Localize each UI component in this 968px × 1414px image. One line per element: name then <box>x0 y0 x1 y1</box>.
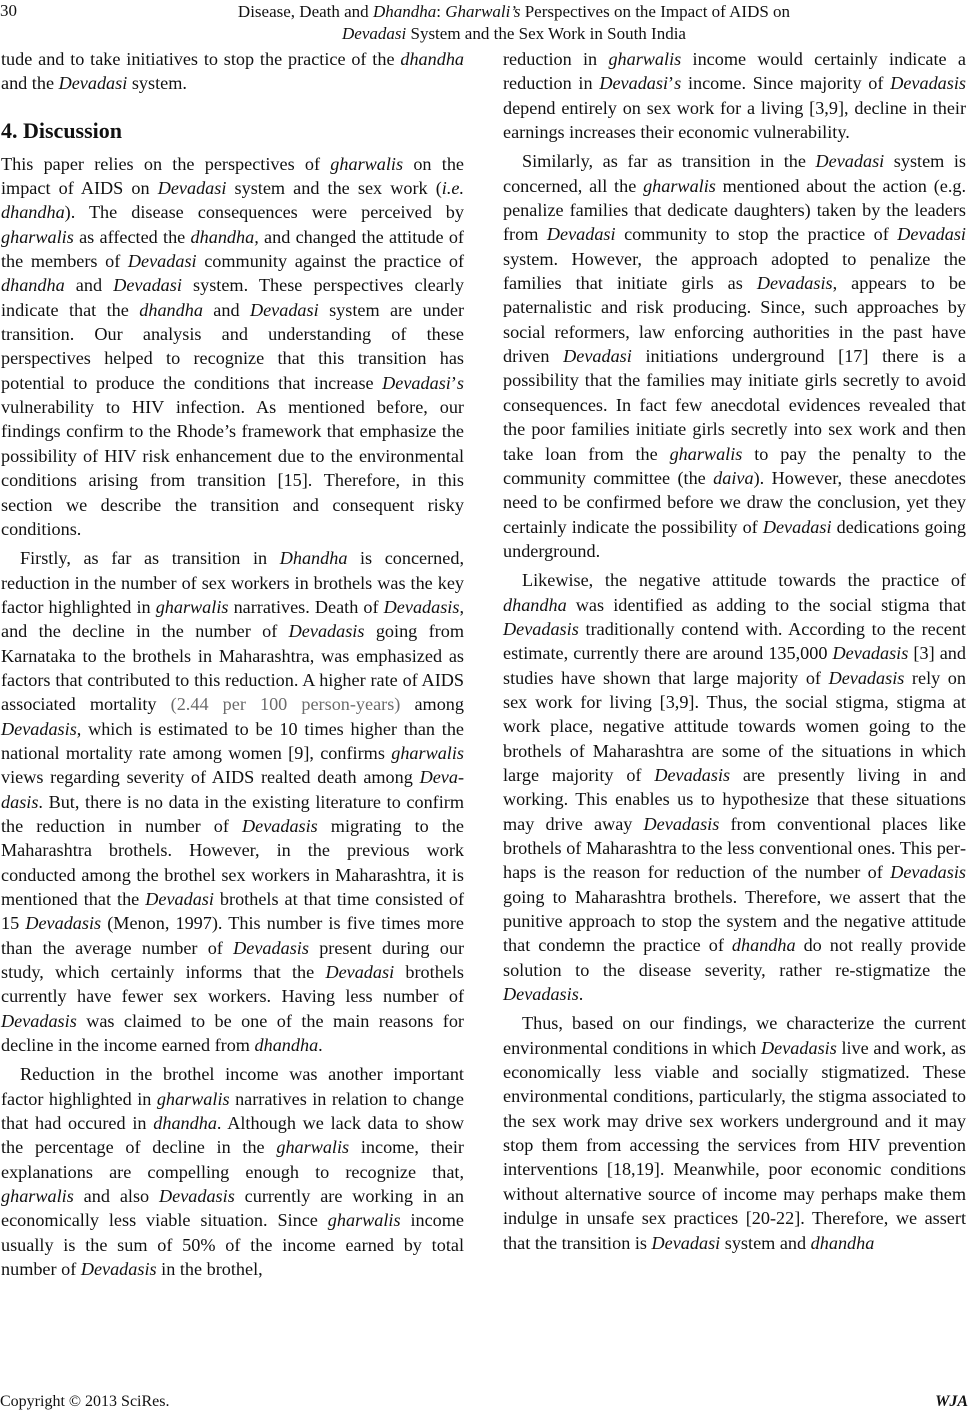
text-run: to pay the penalty to the community committee (the <box>503 443 966 488</box>
italic-term: Devadasis <box>503 618 579 639</box>
italic-term: Devadasis <box>761 1037 837 1058</box>
italic-term: Devadasi <box>815 151 885 172</box>
italic-term: dhandha <box>254 1035 319 1056</box>
italic-term: dhandha <box>153 1113 217 1134</box>
text-run: . <box>318 1035 323 1056</box>
text-run: (Menon, 1997). This number is five times more than the average number of <box>1 913 465 958</box>
text-run: going to Maharashtra brothels. Therefore, we assert that the punitive approach to stop the system and the negative attitude that condemn the practice of <box>503 886 966 956</box>
italic-term: s <box>674 73 682 94</box>
paragraph <box>1 546 464 1057</box>
paragraph <box>503 1011 966 1254</box>
text-run: views regarding severity of AIDS realted death among <box>1 767 420 788</box>
text-run: ). The disease consequences were perceived by <box>64 202 464 223</box>
text-run: was identified as adding to the social stigma that <box>566 594 966 615</box>
italic-term: Devadasis <box>25 913 102 934</box>
text-run: . But, there is no data in the existing literature to confirm the reduction in number of <box>1 791 464 836</box>
text-run: was claimed to be one of the main reasons for decline in the income earned from <box>1 1010 464 1056</box>
text-run: narratives in relation to change that had occured in <box>1 1088 464 1134</box>
text-run: community to stop the practice of <box>615 224 898 245</box>
italic-term: Devadasis <box>1 718 77 739</box>
italic-term: Devadasi <box>58 73 128 94</box>
text-run: reduction in <box>503 49 609 69</box>
italic-term: Devadasis <box>832 643 909 664</box>
italic-term: gharwalis <box>155 596 229 617</box>
text-run: dedications going underground. <box>503 516 966 561</box>
text-run: system. <box>127 73 187 94</box>
italic-term: Devadasi <box>342 24 407 43</box>
section-heading: 4. Discussion <box>1 117 123 143</box>
paragraph <box>1 1062 464 1281</box>
text-run: system and the sex work ( <box>226 178 442 199</box>
paragraph <box>503 568 966 1006</box>
text-run: Perspectives on the Impact of AIDS on <box>520 2 791 21</box>
paragraph <box>1 152 464 542</box>
italic-term: Devadasi <box>897 224 966 245</box>
text-run: and also <box>73 1186 159 1207</box>
text-run: income. Since majority of <box>681 73 891 94</box>
text-run: Firstly, as far as transition in <box>20 548 280 569</box>
continued-paragraph <box>503 47 966 144</box>
text-run: is concerned, reduction in the number of sex workers in brothels was the key factor highlighted in <box>1 548 464 617</box>
italic-term: Devadasis <box>828 667 905 688</box>
text-run: income usually is the sum of 50% of the income earned by total number of <box>1 1210 464 1280</box>
text-run: . <box>578 984 584 1005</box>
text-run: , which is estimated to be 10 times higher than the national mortality rate among women [9], confirms <box>1 718 464 763</box>
italic-term: dhandha <box>1 202 65 223</box>
text-run: migrating to the Maharashtra brothels. However, in the previous work conducted among the brothel sex workers in Maharashtra, it is mentioned that the <box>1 815 464 909</box>
text-run: system. However, the approach adopted to penalize the families that initiate girls as <box>503 248 966 294</box>
italic-term: gharwalis <box>1 1186 74 1207</box>
italic-term: Devadasis <box>756 273 833 294</box>
italic-term: Devadasi <box>651 1232 721 1253</box>
text-run: Likewise, the negative attitude towards the practice of <box>522 570 966 591</box>
text-run: income, their explanations are compelling enough to recognize that, <box>1 1137 464 1182</box>
text-run: mentioned about the action (e.g. penalize families that dedicate daughters) taken by the leaders from <box>503 175 967 245</box>
highlighted-statistic: (2.44 per 100 person-years) <box>170 694 401 715</box>
italic-term: Devadasi <box>762 516 832 537</box>
text-run: going from Karnataka to the brothels in Maharashtra, was emphasized as factors that contributed to this reduction. A higher rate of AIDS associated mortality <box>1 621 464 715</box>
italic-term: Dhandha <box>279 548 348 569</box>
text-run: and changed the attitude of the members of <box>1 226 464 272</box>
italic-term: gharwalis <box>391 742 464 763</box>
italic-term: Devadasi <box>382 372 451 393</box>
italic-term: Devadasis <box>1 1010 77 1031</box>
italic-term: dhandha, <box>190 226 259 247</box>
left-column <box>1 47 464 1282</box>
text-run: on the impact of AIDS on <box>1 153 464 199</box>
running-header-line-2 <box>60 23 968 45</box>
italic-term: Devadasis <box>1 767 464 812</box>
text-run: Disease, Death and <box>237 2 373 21</box>
text-run: and <box>64 275 114 296</box>
italic-term: Devadasi <box>249 299 319 320</box>
italic-term: dhandha <box>400 49 464 69</box>
italic-term: Devadasi <box>599 73 669 94</box>
italic-term: dhandha <box>1 275 65 296</box>
right-column <box>503 47 966 1255</box>
italic-term: Devadasis <box>383 596 460 617</box>
italic-term: Devadasi <box>157 178 227 199</box>
italic-term: Devadasis <box>890 862 966 883</box>
italic-term: Devadasis <box>890 73 966 94</box>
footer-journal: WJA <box>935 1393 968 1410</box>
running-header-line-1 <box>60 1 968 23</box>
italic-term: Devadasis <box>159 1186 235 1207</box>
italic-term: Devadasi <box>113 275 182 296</box>
text-run: initiations underground [17] there is a possibility that the families may initiate girls secretly to avoid consequences. In fact few anecdotal evidences revealed that the poor families initiate girls secretly into sex work and then take loan from the <box>503 346 966 464</box>
text-run: do not really provide solution to the disease severity, rather re-stigmatize the <box>503 935 967 980</box>
italic-term: dhandha <box>503 594 567 615</box>
text-run: currently are working in an economically less viable situation. Since <box>1 1186 464 1231</box>
text-run: [3] and studies have shown that large majority of <box>503 643 966 688</box>
text-run: This paper relies on the perspectives of <box>1 153 331 174</box>
text-run: ’ <box>668 73 675 94</box>
text-run: rely on sex work for living [3,9]. Thus, the social stigma, stigma at work place, negative attitude towards women going to the brothels of Maharashtra are some of the situations in which large majority of <box>503 667 966 785</box>
footer-copyright: Copyright © 2013 SciRes. <box>0 1393 170 1410</box>
text-run: Reduction in the brothel income was another important factor highlighted in <box>1 1064 464 1109</box>
italic-term: i.e. <box>441 178 464 199</box>
text-run: brothels currently have fewer sex workers. Having less number of <box>1 962 464 1007</box>
italic-term: gharwalis <box>643 175 716 196</box>
text-run: depend entirely on sex work for a living [3,9], decline in their earnings increases their economic vulnerability. <box>503 97 966 143</box>
italic-term: Devadasi <box>546 224 616 245</box>
text-run: . Although we lack data to show the percentage of decline in the <box>1 1113 464 1158</box>
italic-term: Dhandha <box>372 2 437 21</box>
text-run: ). However, these anecdotes need to be confirmed before we draw the conclusion, yet they certainly indicate the possibility of <box>503 467 966 537</box>
text-run: system is concerned, all the <box>503 151 967 196</box>
text-run: system. These perspectives clearly indicate that the <box>1 275 464 320</box>
italic-term: gharwalis <box>276 1137 350 1158</box>
italic-term: gharwalis <box>327 1210 401 1231</box>
italic-term: Devadasi <box>563 346 632 367</box>
italic-term: s <box>456 372 464 393</box>
italic-term: gharwalis <box>608 49 682 69</box>
text-run: are presently living in and working. This enables us to hypothesize that these situations may drive away <box>503 764 966 834</box>
text-run: vulnerability to HIV infection. As mentioned before, our findings confirm to the Rhode’s framework that emphasize the possibility of HIV risk enhancement due to the environmental conditions arising from transition [15]. Therefore, in this section we describe the transition and consequent risky conditions. <box>1 397 464 539</box>
italic-term: gharwalis <box>156 1088 230 1109</box>
text-run: community against the practice of <box>196 251 464 272</box>
italic-term: gharwalis <box>669 443 743 464</box>
text-run: system are under transition. Our analysis and understanding of these perspectives helped to recognize that this transition has potential to produce the conditions that increase <box>1 299 464 393</box>
italic-term: Gharwali’s <box>445 2 521 21</box>
italic-term: Devadasi <box>325 962 395 983</box>
italic-term: dhandha <box>731 935 796 956</box>
text-run: brothels at that time consisted of 15 <box>1 889 465 934</box>
text-run: System and the Sex Work in South India <box>406 24 686 43</box>
paragraph <box>503 149 966 563</box>
text-run: , and the decline in the number of <box>1 596 464 642</box>
running-header <box>60 1 968 45</box>
text-run: and the <box>1 73 59 94</box>
italic-term: Devadasi <box>145 889 214 909</box>
italic-term: dhandha <box>810 1232 875 1253</box>
italic-term: Devadasi <box>127 251 197 272</box>
text-run: as affected the <box>73 226 191 247</box>
italic-term: Devadasis <box>288 621 365 642</box>
italic-term: daiva <box>713 467 754 488</box>
text-run: in the brothel, <box>156 1259 263 1280</box>
italic-term: Devadasis <box>503 984 579 1005</box>
text-run: system and <box>720 1232 811 1253</box>
page-number: 30 <box>0 1 17 20</box>
text-run: from conventional places like brothels of Maharashtra to the less conventional ones. This perhaps is the reason for reduction of the number of <box>503 813 966 883</box>
text-run: income would certainly indicate a reduction in <box>503 49 966 94</box>
italic-term: dhandha <box>139 299 203 320</box>
italic-term: Devadasis <box>233 937 309 958</box>
text-run: tude and to take initiatives to stop the practice of the <box>1 49 401 69</box>
italic-term: gharwalis <box>330 153 404 174</box>
text-run: present during our study, which certainly informs that the <box>1 937 465 983</box>
text-run: among <box>400 694 464 715</box>
continued-paragraph <box>1 47 464 96</box>
italic-term: Devadasis <box>643 813 720 834</box>
italic-term: Devadasis <box>80 1259 157 1280</box>
italic-term: gharwalis <box>1 226 74 247</box>
text-run: live and work, as economically less viable and socially stigmatized. These environmental conditions, particularly, the stigma associated to the sex work may drive sex workers underground and it may stop them from accessing the services from HIV prevention interventions [18,19]. Meanwhile, poor economic conditions without alternative source of income may perhaps make them indulge in unsafe sex practices [20-22]. Therefore, we assert that the transition is <box>503 1037 966 1253</box>
text-run: narratives. Death of <box>228 596 384 617</box>
italic-term: Devadasis <box>654 764 731 785</box>
text-run: Thus, based on our findings, we characterize the current environmental conditions in which <box>503 1013 966 1058</box>
text-run: , appears to be paternalistic and risk producing. Since, such approaches by social reformers, law enforcing authorities in the past have driven <box>503 273 966 367</box>
text-run: traditionally contend with. According to the recent estimate, currently there are around 135,000 <box>503 618 966 664</box>
text-run: ’ <box>450 372 457 393</box>
text-run: Similarly, as far as transition in the <box>522 151 816 172</box>
text-run: : <box>436 2 446 21</box>
text-run: and <box>202 299 250 320</box>
italic-term: Devadasis <box>241 815 318 836</box>
